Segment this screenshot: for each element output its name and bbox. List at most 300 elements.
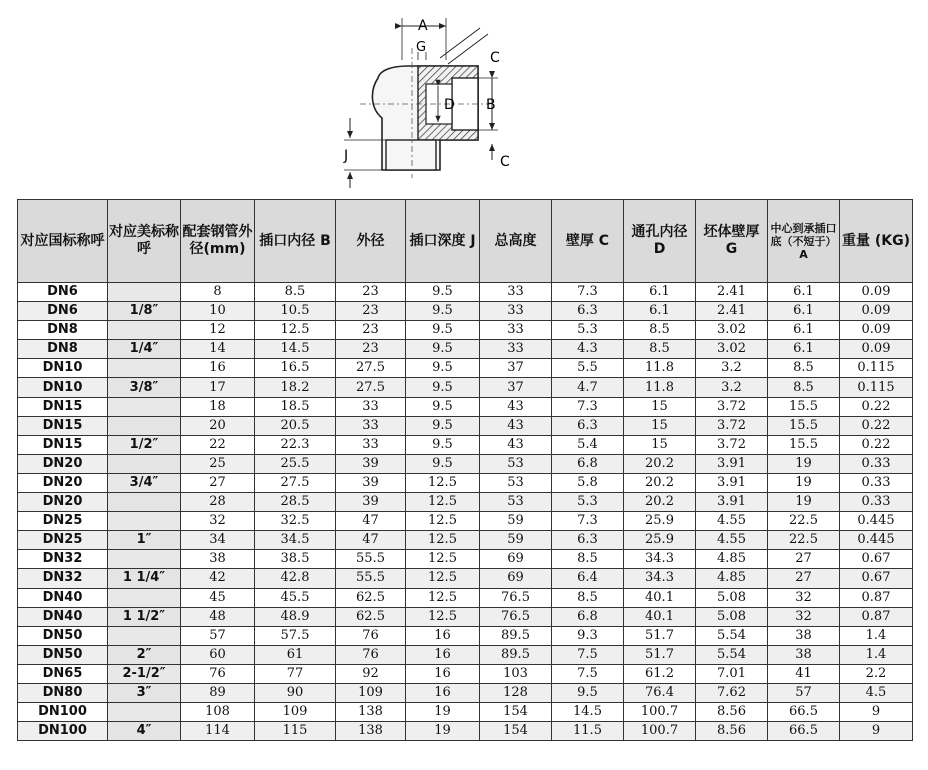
cell-col-pipe-od: 14: [181, 340, 255, 359]
cell-col-total-height: 37: [480, 378, 552, 397]
cell-col-us-size: 3/8″: [108, 378, 181, 397]
cell-col-socket-depth-j: 16: [406, 626, 480, 645]
cell-col-socket-bore-b: 32.5: [255, 512, 336, 531]
cell-col-wall-c: 6.3: [552, 416, 624, 435]
cell-col-gb-size: DN65: [18, 664, 108, 683]
cell-col-gb-size: DN15: [18, 397, 108, 416]
cell-col-total-height: 43: [480, 397, 552, 416]
label-d: D: [444, 97, 455, 113]
cell-col-total-height: 33: [480, 340, 552, 359]
cell-col-socket-bore-b: 27.5: [255, 473, 336, 492]
cell-col-through-hole-d: 8.5: [624, 321, 696, 340]
cell-col-through-hole-d: 20.2: [624, 493, 696, 512]
cell-col-total-height: 59: [480, 531, 552, 550]
cell-col-us-size: 2″: [108, 645, 181, 664]
header-col-body-wall-g: 坯体壁厚 G: [696, 200, 768, 283]
cell-col-outer-diameter: 27.5: [336, 378, 406, 397]
cell-col-socket-bore-b: 18.5: [255, 397, 336, 416]
cell-col-outer-diameter: 47: [336, 512, 406, 531]
cell-col-weight: 0.22: [840, 435, 913, 454]
cell-col-socket-bore-b: 14.5: [255, 340, 336, 359]
cell-col-weight: 0.33: [840, 454, 913, 473]
cell-col-us-size: [108, 512, 181, 531]
cell-col-pipe-od: 60: [181, 645, 255, 664]
table-row: [18, 722, 913, 741]
cell-col-body-wall-g: 3.72: [696, 397, 768, 416]
cell-col-through-hole-d: 40.1: [624, 607, 696, 626]
cell-col-body-wall-g: 3.02: [696, 340, 768, 359]
cell-col-body-wall-g: 4.85: [696, 569, 768, 588]
table-row: [18, 588, 913, 607]
cell-col-total-height: 37: [480, 359, 552, 378]
cell-col-pipe-od: 18: [181, 397, 255, 416]
cell-col-through-hole-d: 51.7: [624, 645, 696, 664]
cell-col-center-to-socket-a: 15.5: [768, 416, 840, 435]
cell-col-center-to-socket-a: 8.5: [768, 378, 840, 397]
cell-col-total-height: 69: [480, 550, 552, 569]
cell-col-total-height: 103: [480, 664, 552, 683]
cell-col-total-height: 53: [480, 473, 552, 492]
cell-col-us-size: 4″: [108, 722, 181, 741]
cell-col-center-to-socket-a: 22.5: [768, 531, 840, 550]
cell-col-gb-size: DN100: [18, 703, 108, 722]
cell-col-total-height: 154: [480, 703, 552, 722]
cell-col-pipe-od: 34: [181, 531, 255, 550]
cell-col-through-hole-d: 61.2: [624, 664, 696, 683]
cell-col-outer-diameter: 39: [336, 473, 406, 492]
cell-col-gb-size: DN20: [18, 473, 108, 492]
cell-col-through-hole-d: 20.2: [624, 473, 696, 492]
label-c-top: C: [490, 50, 500, 66]
cell-col-wall-c: 11.5: [552, 722, 624, 741]
cell-col-us-size: [108, 703, 181, 722]
cell-col-total-height: 89.5: [480, 645, 552, 664]
cell-col-body-wall-g: 5.08: [696, 588, 768, 607]
label-c-bottom: C: [500, 154, 510, 170]
cell-col-socket-depth-j: 12.5: [406, 569, 480, 588]
bottom-socket: [386, 140, 436, 170]
cell-col-wall-c: 5.8: [552, 473, 624, 492]
table-row: [18, 531, 913, 550]
cell-col-through-hole-d: 6.1: [624, 302, 696, 321]
cell-col-center-to-socket-a: 66.5: [768, 722, 840, 741]
cell-col-through-hole-d: 15: [624, 416, 696, 435]
cell-col-outer-diameter: 138: [336, 722, 406, 741]
cell-col-through-hole-d: 15: [624, 397, 696, 416]
cell-col-gb-size: DN20: [18, 493, 108, 512]
cell-col-socket-bore-b: 12.5: [255, 321, 336, 340]
cell-col-total-height: 33: [480, 302, 552, 321]
cell-col-center-to-socket-a: 6.1: [768, 321, 840, 340]
cell-col-wall-c: 7.5: [552, 645, 624, 664]
cell-col-center-to-socket-a: 66.5: [768, 703, 840, 722]
cell-col-pipe-od: 38: [181, 550, 255, 569]
cell-col-through-hole-d: 100.7: [624, 722, 696, 741]
cell-col-outer-diameter: 39: [336, 454, 406, 473]
cell-col-body-wall-g: 4.55: [696, 512, 768, 531]
table-header: [18, 200, 913, 283]
cell-col-outer-diameter: 33: [336, 397, 406, 416]
cell-col-gb-size: DN32: [18, 569, 108, 588]
cell-col-gb-size: DN6: [18, 302, 108, 321]
cell-col-total-height: 89.5: [480, 626, 552, 645]
cell-col-body-wall-g: 2.41: [696, 302, 768, 321]
cell-col-center-to-socket-a: 41: [768, 664, 840, 683]
cell-col-weight: 0.115: [840, 359, 913, 378]
cell-col-us-size: 1/2″: [108, 435, 181, 454]
elbow-dimension-diagram: [330, 8, 530, 198]
cell-col-socket-depth-j: 9.5: [406, 321, 480, 340]
cell-col-wall-c: 9.3: [552, 626, 624, 645]
cell-col-wall-c: 8.5: [552, 588, 624, 607]
cell-col-wall-c: 7.5: [552, 664, 624, 683]
table-row: [18, 493, 913, 512]
table-row: [18, 397, 913, 416]
cell-col-total-height: 33: [480, 321, 552, 340]
cell-col-us-size: [108, 454, 181, 473]
cell-col-socket-bore-b: 25.5: [255, 454, 336, 473]
cell-col-socket-depth-j: 9.5: [406, 302, 480, 321]
cell-col-outer-diameter: 23: [336, 283, 406, 302]
cell-col-body-wall-g: 4.85: [696, 550, 768, 569]
cell-col-weight: 9: [840, 703, 913, 722]
cell-col-total-height: 76.5: [480, 588, 552, 607]
cell-col-through-hole-d: 34.3: [624, 550, 696, 569]
table-row: [18, 703, 913, 722]
cell-col-us-size: [108, 321, 181, 340]
table-body: [18, 283, 913, 741]
cell-col-weight: 0.09: [840, 321, 913, 340]
cell-col-outer-diameter: 23: [336, 321, 406, 340]
cell-col-weight: 0.22: [840, 416, 913, 435]
cell-col-gb-size: DN100: [18, 722, 108, 741]
header-col-socket-depth-j: 插口深度 J: [406, 200, 480, 283]
cell-col-wall-c: 5.3: [552, 321, 624, 340]
cell-col-pipe-od: 32: [181, 512, 255, 531]
cell-col-outer-diameter: 62.5: [336, 607, 406, 626]
cell-col-pipe-od: 27: [181, 473, 255, 492]
header-row: [18, 200, 913, 283]
cell-col-us-size: [108, 397, 181, 416]
cell-col-us-size: 2-1/2″: [108, 664, 181, 683]
cell-col-center-to-socket-a: 38: [768, 626, 840, 645]
cell-col-center-to-socket-a: 27: [768, 550, 840, 569]
cell-col-total-height: 154: [480, 722, 552, 741]
cell-col-wall-c: 5.5: [552, 359, 624, 378]
cell-col-gb-size: DN8: [18, 340, 108, 359]
cell-col-socket-bore-b: 109: [255, 703, 336, 722]
table-row: [18, 626, 913, 645]
table-row: [18, 283, 913, 302]
cell-col-pipe-od: 20: [181, 416, 255, 435]
cell-col-us-size: [108, 550, 181, 569]
cell-col-gb-size: DN6: [18, 283, 108, 302]
cell-col-body-wall-g: 8.56: [696, 703, 768, 722]
cell-col-gb-size: DN32: [18, 550, 108, 569]
cell-col-weight: 0.445: [840, 531, 913, 550]
cell-col-us-size: [108, 416, 181, 435]
cell-col-us-size: 1 1/4″: [108, 569, 181, 588]
cell-col-center-to-socket-a: 6.1: [768, 302, 840, 321]
cell-col-weight: 0.67: [840, 550, 913, 569]
cell-col-socket-depth-j: 12.5: [406, 512, 480, 531]
cell-col-wall-c: 4.7: [552, 378, 624, 397]
cell-col-socket-depth-j: 12.5: [406, 531, 480, 550]
cell-col-socket-depth-j: 12.5: [406, 473, 480, 492]
cell-col-socket-depth-j: 9.5: [406, 340, 480, 359]
cell-col-body-wall-g: 3.91: [696, 473, 768, 492]
cell-col-outer-diameter: 47: [336, 531, 406, 550]
header-col-center-to-socket-a: 中心到承插口底（不短于） A: [768, 200, 840, 283]
cell-col-pipe-od: 48: [181, 607, 255, 626]
header-col-gb-size: 对应国标称呼: [18, 200, 108, 283]
cell-col-gb-size: DN25: [18, 512, 108, 531]
cell-col-weight: 0.33: [840, 493, 913, 512]
cell-col-weight: 1.4: [840, 626, 913, 645]
cell-col-weight: 9: [840, 722, 913, 741]
cell-col-socket-bore-b: 57.5: [255, 626, 336, 645]
cell-col-wall-c: 6.8: [552, 607, 624, 626]
cell-col-weight: 4.5: [840, 683, 913, 702]
cell-col-wall-c: 4.3: [552, 340, 624, 359]
cell-col-body-wall-g: 3.91: [696, 493, 768, 512]
label-a: A: [418, 18, 428, 34]
cell-col-wall-c: 5.3: [552, 493, 624, 512]
cell-col-gb-size: DN15: [18, 416, 108, 435]
cell-col-outer-diameter: 55.5: [336, 569, 406, 588]
cell-col-center-to-socket-a: 38: [768, 645, 840, 664]
cell-col-socket-bore-b: 61: [255, 645, 336, 664]
table-row: [18, 550, 913, 569]
cell-col-through-hole-d: 51.7: [624, 626, 696, 645]
cell-col-us-size: 1″: [108, 531, 181, 550]
cell-col-gb-size: DN20: [18, 454, 108, 473]
cell-col-pipe-od: 42: [181, 569, 255, 588]
cell-col-socket-depth-j: 19: [406, 722, 480, 741]
cell-col-center-to-socket-a: 8.5: [768, 359, 840, 378]
cell-col-outer-diameter: 62.5: [336, 588, 406, 607]
cell-col-total-height: 76.5: [480, 607, 552, 626]
cell-col-us-size: [108, 359, 181, 378]
cell-col-wall-c: 6.4: [552, 569, 624, 588]
table-row: [18, 435, 913, 454]
cell-col-socket-bore-b: 8.5: [255, 283, 336, 302]
cell-col-gb-size: DN40: [18, 588, 108, 607]
cell-col-pipe-od: 8: [181, 283, 255, 302]
cell-col-socket-depth-j: 12.5: [406, 607, 480, 626]
cell-col-weight: 0.33: [840, 473, 913, 492]
cell-col-outer-diameter: 33: [336, 435, 406, 454]
cell-col-outer-diameter: 76: [336, 645, 406, 664]
cell-col-through-hole-d: 100.7: [624, 703, 696, 722]
cell-col-body-wall-g: 7.01: [696, 664, 768, 683]
cell-col-total-height: 43: [480, 435, 552, 454]
cell-col-socket-depth-j: 9.5: [406, 378, 480, 397]
cell-col-pipe-od: 25: [181, 454, 255, 473]
cell-col-total-height: 43: [480, 416, 552, 435]
cell-col-socket-bore-b: 28.5: [255, 493, 336, 512]
cell-col-socket-depth-j: 9.5: [406, 416, 480, 435]
cell-col-pipe-od: 108: [181, 703, 255, 722]
cell-col-us-size: 1/8″: [108, 302, 181, 321]
cell-col-pipe-od: 10: [181, 302, 255, 321]
label-b: B: [486, 97, 496, 113]
cell-col-center-to-socket-a: 19: [768, 493, 840, 512]
cell-col-total-height: 53: [480, 493, 552, 512]
cell-col-center-to-socket-a: 6.1: [768, 283, 840, 302]
table-row: [18, 664, 913, 683]
cell-col-outer-diameter: 27.5: [336, 359, 406, 378]
header-col-wall-c: 壁厚 C: [552, 200, 624, 283]
cell-col-wall-c: 14.5: [552, 703, 624, 722]
cell-col-socket-bore-b: 90: [255, 683, 336, 702]
cell-col-through-hole-d: 40.1: [624, 588, 696, 607]
cell-col-gb-size: DN15: [18, 435, 108, 454]
cell-col-center-to-socket-a: 27: [768, 569, 840, 588]
cell-col-socket-depth-j: 12.5: [406, 550, 480, 569]
header-col-socket-bore-b: 插口内径 B: [255, 200, 336, 283]
cell-col-center-to-socket-a: 6.1: [768, 340, 840, 359]
cell-col-socket-depth-j: 12.5: [406, 588, 480, 607]
cell-col-us-size: 3″: [108, 683, 181, 702]
header-col-total-height: 总高度: [480, 200, 552, 283]
cell-col-weight: 0.87: [840, 588, 913, 607]
cell-col-wall-c: 7.3: [552, 283, 624, 302]
cell-col-gb-size: DN50: [18, 645, 108, 664]
cell-col-socket-bore-b: 18.2: [255, 378, 336, 397]
cell-col-through-hole-d: 25.9: [624, 531, 696, 550]
cell-col-body-wall-g: 4.55: [696, 531, 768, 550]
header-col-pipe-od: 配套钢管外径(mm): [181, 200, 255, 283]
cell-col-wall-c: 9.5: [552, 683, 624, 702]
header-col-weight: 重量 (KG): [840, 200, 913, 283]
cell-col-weight: 0.09: [840, 283, 913, 302]
cell-col-wall-c: 6.3: [552, 302, 624, 321]
header-col-through-hole-d: 通孔内径 D: [624, 200, 696, 283]
cell-col-weight: 0.22: [840, 397, 913, 416]
cell-col-weight: 2.2: [840, 664, 913, 683]
cell-col-center-to-socket-a: 32: [768, 588, 840, 607]
cell-col-center-to-socket-a: 15.5: [768, 435, 840, 454]
cell-col-socket-bore-b: 10.5: [255, 302, 336, 321]
cell-col-through-hole-d: 6.1: [624, 283, 696, 302]
cell-col-outer-diameter: 39: [336, 493, 406, 512]
cell-col-socket-depth-j: 9.5: [406, 359, 480, 378]
cell-col-weight: 0.445: [840, 512, 913, 531]
cell-col-gb-size: DN8: [18, 321, 108, 340]
cell-col-pipe-od: 114: [181, 722, 255, 741]
cell-col-outer-diameter: 92: [336, 664, 406, 683]
cell-col-pipe-od: 22: [181, 435, 255, 454]
cell-col-outer-diameter: 138: [336, 703, 406, 722]
cell-col-pipe-od: 45: [181, 588, 255, 607]
cell-col-body-wall-g: 5.54: [696, 626, 768, 645]
cell-col-weight: 0.67: [840, 569, 913, 588]
cell-col-center-to-socket-a: 32: [768, 607, 840, 626]
cell-col-socket-depth-j: 9.5: [406, 435, 480, 454]
cell-col-gb-size: DN80: [18, 683, 108, 702]
label-j: J: [344, 148, 349, 164]
cell-col-outer-diameter: 109: [336, 683, 406, 702]
cell-col-pipe-od: 57: [181, 626, 255, 645]
cell-col-pipe-od: 17: [181, 378, 255, 397]
cell-col-weight: 0.87: [840, 607, 913, 626]
header-col-us-size: 对应美标称呼: [108, 200, 181, 283]
cell-col-socket-depth-j: 16: [406, 683, 480, 702]
cell-col-body-wall-g: 3.2: [696, 359, 768, 378]
cell-col-body-wall-g: 3.72: [696, 416, 768, 435]
table-row: [18, 607, 913, 626]
cell-col-weight: 0.09: [840, 302, 913, 321]
table-row: [18, 454, 913, 473]
cell-col-body-wall-g: 7.62: [696, 683, 768, 702]
cell-col-pipe-od: 76: [181, 664, 255, 683]
cell-col-wall-c: 7.3: [552, 397, 624, 416]
cell-col-us-size: [108, 626, 181, 645]
table-row: [18, 378, 913, 397]
table-row: [18, 645, 913, 664]
table-row: [18, 512, 913, 531]
cell-col-us-size: [108, 588, 181, 607]
cell-col-center-to-socket-a: 22.5: [768, 512, 840, 531]
cell-col-through-hole-d: 25.9: [624, 512, 696, 531]
table-row: [18, 416, 913, 435]
cell-col-us-size: 1/4″: [108, 340, 181, 359]
cell-col-socket-bore-b: 20.5: [255, 416, 336, 435]
cell-col-wall-c: 6.8: [552, 454, 624, 473]
table-row: [18, 321, 913, 340]
cell-col-pipe-od: 28: [181, 493, 255, 512]
cell-col-through-hole-d: 34.3: [624, 569, 696, 588]
cell-col-gb-size: DN10: [18, 359, 108, 378]
cell-col-socket-depth-j: 9.5: [406, 283, 480, 302]
cell-col-socket-bore-b: 38.5: [255, 550, 336, 569]
cell-col-socket-bore-b: 42.8: [255, 569, 336, 588]
cell-col-gb-size: DN25: [18, 531, 108, 550]
cell-col-socket-depth-j: 9.5: [406, 397, 480, 416]
cell-col-socket-bore-b: 115: [255, 722, 336, 741]
cell-col-socket-bore-b: 16.5: [255, 359, 336, 378]
cell-col-through-hole-d: 15: [624, 435, 696, 454]
cell-col-outer-diameter: 23: [336, 340, 406, 359]
cell-col-through-hole-d: 11.8: [624, 378, 696, 397]
cell-col-socket-bore-b: 34.5: [255, 531, 336, 550]
cell-col-body-wall-g: 8.56: [696, 722, 768, 741]
cell-col-wall-c: 6.3: [552, 531, 624, 550]
cell-col-us-size: [108, 493, 181, 512]
cell-col-socket-depth-j: 16: [406, 664, 480, 683]
cell-col-body-wall-g: 5.54: [696, 645, 768, 664]
cell-col-socket-depth-j: 16: [406, 645, 480, 664]
cell-col-through-hole-d: 76.4: [624, 683, 696, 702]
cell-col-body-wall-g: 3.72: [696, 435, 768, 454]
cell-col-through-hole-d: 8.5: [624, 340, 696, 359]
cell-col-center-to-socket-a: 19: [768, 454, 840, 473]
cell-col-us-size: 1 1/2″: [108, 607, 181, 626]
cell-col-pipe-od: 12: [181, 321, 255, 340]
cell-col-total-height: 128: [480, 683, 552, 702]
cell-col-outer-diameter: 23: [336, 302, 406, 321]
table-row: [18, 473, 913, 492]
cell-col-total-height: 59: [480, 512, 552, 531]
cell-col-gb-size: DN10: [18, 378, 108, 397]
cell-col-socket-bore-b: 45.5: [255, 588, 336, 607]
cell-col-outer-diameter: 33: [336, 416, 406, 435]
cell-col-socket-bore-b: 22.3: [255, 435, 336, 454]
cell-col-weight: 0.115: [840, 378, 913, 397]
cell-col-body-wall-g: 3.2: [696, 378, 768, 397]
dimension-spec-table: [17, 199, 913, 741]
